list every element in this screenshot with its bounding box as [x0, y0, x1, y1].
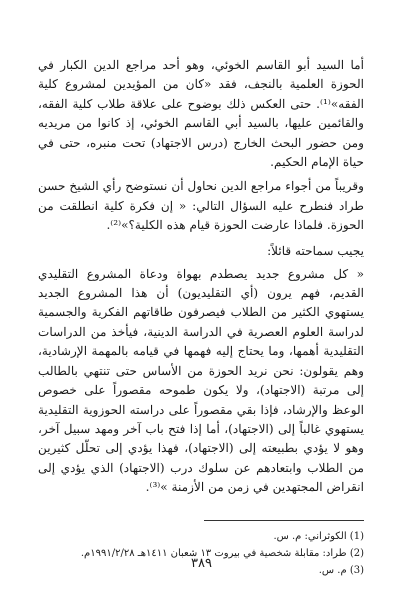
footnote-divider [204, 520, 364, 521]
footnote-3: (3) م. س. [318, 565, 364, 576]
quote-paragraph: « كل مشروع جديد يصطدم بهواة ودعاة المشروع التقليدي القديم، فهم يرون (أي التقليديون) أن هذا المشروع الجديد يستهوي الكثير من الطلاب فيصرفون طاقاتهم الفكرية والجسمية لدراسة العلوم العصرية في الدراسة الدينية، فيأخذ من الدراسات التقليدية أهمها، وما يحتاج إليه فهمها في قيامه بالمهمة الإرشادية، وهم يقولون: نحن نريد الحوزة من الأساس حتى تنتهي بالطالب إلى مرتبة (الاجتهاد)، ولا يكون طموحه مقصوراً على خصوص الوعظ والإرشاد، فإذا بقي مقصوراً على دراسته الحوزوية التقليدية يستهوي غالباً إلى (الاجتهاد)، أما إذا فتح باب آخر ومهد سبيل آخر، وهو لا يؤدي بطبيعته إلى (الاجتهاد)، فهذا يؤدي إلى تحلّل كثيرين من الطلاب وابتعادهم عن سلوك درب (الاجتهاد) الذي يؤدي إلى انقراض المجتهدين في زمن من الأزمنة »⁽³⁾. [38, 266, 364, 495]
footnote-2: (2) طراد: مقابلة شخصية في بيروت ١٣ شعبان ١٤١١هـ ١٩٩١/٢/٢٨م. [80, 548, 364, 559]
footnotes [38, 528, 364, 579]
paragraph-1: أما السيد أبو القاسم الخوئي، وهو أحد مراجع الدين الكبار في الحوزة العلمية بالنجف، فقد «كان من المؤيدين لمشروع كلية الفقه»⁽¹⁾. حتى العكس ذلك بوضوح على علاقة طلاب كلية الفقه، والقائمين عليها، بالسيد أبي القاسم الخوئي، إذ كانوا من مريديه ومن حضور البحث الخارج (درس الاجتهاد) تحت منبره، حتى في حياة الإمام الحكيم. [38, 58, 364, 170]
paragraph-2: وقريباً من أجواء مراجع الدين نحاول أن نستوضح رأي الشيخ حسن طراد فنطرح عليه السؤال التالي: « إن فكرة كلية انطلقت من الحوزة. فلماذا عارضت الحوزة قيام هذه الكلية؟»⁽²⁾. [38, 179, 364, 233]
quote-intro: يجيب سماحته قائلاً: [267, 243, 364, 258]
footnote-1: (1) الكوثراني: م. س. [273, 531, 364, 542]
page-number: ٣٨٩ [191, 556, 212, 571]
